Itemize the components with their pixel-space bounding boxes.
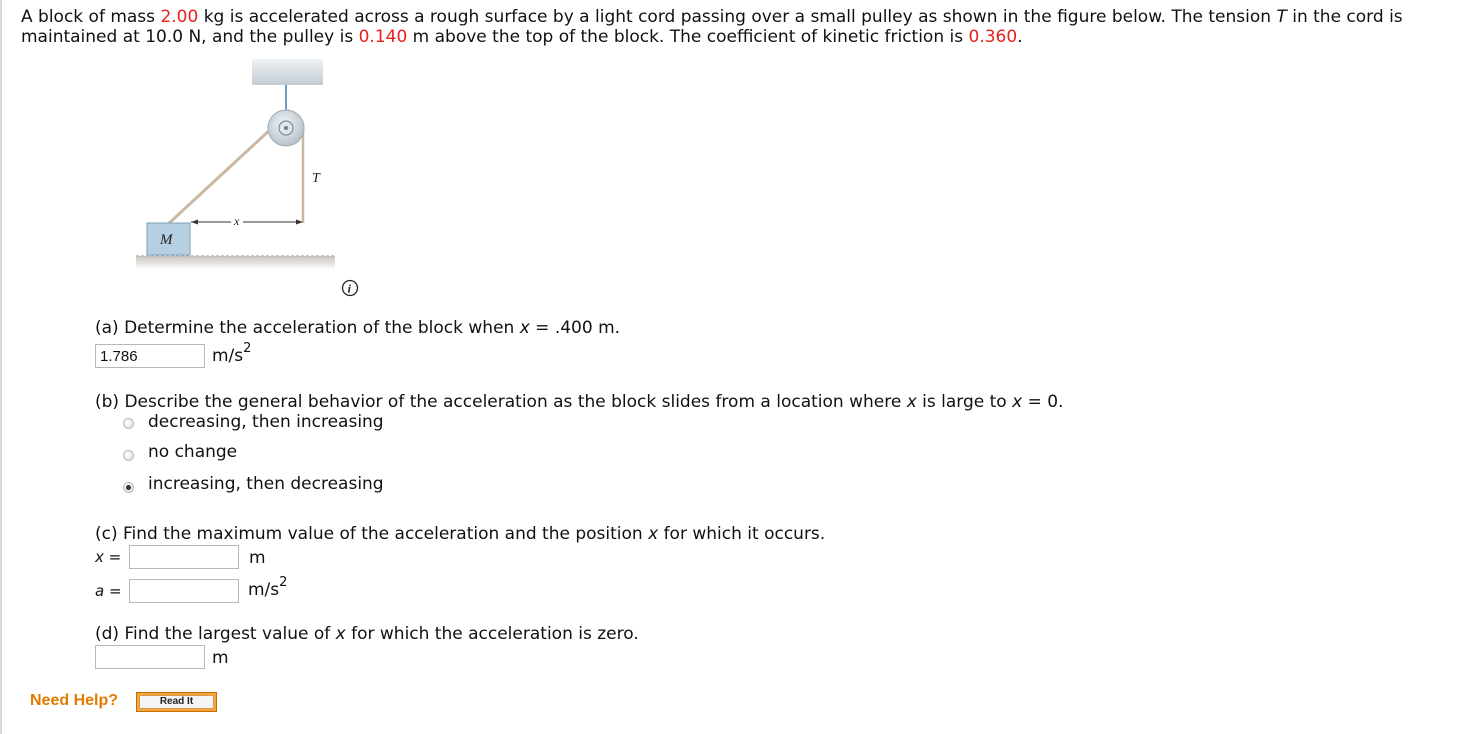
option-label: decreasing, then increasing (148, 412, 384, 432)
intro-text: A block of mass (21, 7, 161, 27)
radio-decreasing-then-increasing[interactable] (123, 418, 134, 429)
part-b-prompt: (b) Describe the general behavior of the acceleration as the block slides from a location where x is large to x = 0. (95, 392, 1064, 412)
cord-diagonal (166, 128, 272, 226)
x-label: x = (95, 548, 122, 566)
part-a-prompt: (a) Determine the acceleration of the block when x = .400 m. (95, 318, 621, 338)
label-T: T (312, 171, 320, 186)
tension-symbol: T (1276, 7, 1287, 27)
intro-text: m above the top of the block. The coefficient of kinetic friction is (407, 27, 969, 47)
option-label: increasing, then decreasing (148, 474, 384, 494)
part-d-answer-input[interactable] (95, 645, 205, 669)
radio-increasing-then-decreasing[interactable] (123, 482, 134, 493)
label-x: x (234, 214, 240, 228)
part-a-unit: $m/s^2$ (212, 341, 252, 366)
info-glyph: i (347, 281, 351, 296)
pulley-figure (135, 58, 340, 270)
a-label: a = (95, 582, 122, 600)
intro-text: in the cord is maintained at 10.0 N, and the pulley is (21, 7, 1403, 47)
floor (136, 256, 335, 270)
intro-text: . (1017, 27, 1023, 47)
need-help-label: Need Help? (30, 692, 119, 709)
read-it-label: Read It (139, 695, 214, 709)
mass-value: 2.00 (160, 7, 199, 27)
part-c-x-input[interactable] (129, 545, 239, 569)
part-c-a-unit: $m/s^2$ (248, 575, 288, 600)
part-d-prompt: (d) Find the largest value of x for which the acceleration is zero. (95, 624, 639, 644)
radio-no-change[interactable] (123, 450, 134, 461)
left-border (0, 0, 2, 734)
option-label: no change (148, 442, 238, 462)
part-c-a-input[interactable] (129, 579, 239, 603)
height-value: 0.140 (358, 27, 408, 47)
label-M: M (160, 232, 173, 248)
read-it-button[interactable] (136, 692, 217, 712)
ceiling (252, 59, 323, 85)
part-c-x-unit: m (249, 548, 266, 568)
problem-statement (21, 7, 1441, 47)
part-d-unit: m (212, 648, 229, 668)
info-icon[interactable] (341, 279, 359, 297)
friction-value: 0.360 (968, 27, 1018, 47)
part-c-prompt: (c) Find the maximum value of the acceleration and the position x for which it occurs. (95, 524, 826, 544)
intro-text: kg is accelerated across a rough surface by a light cord passing over a small pulley as shown in the figure below. The tension (198, 7, 1277, 27)
part-a-answer-input[interactable] (95, 344, 205, 368)
